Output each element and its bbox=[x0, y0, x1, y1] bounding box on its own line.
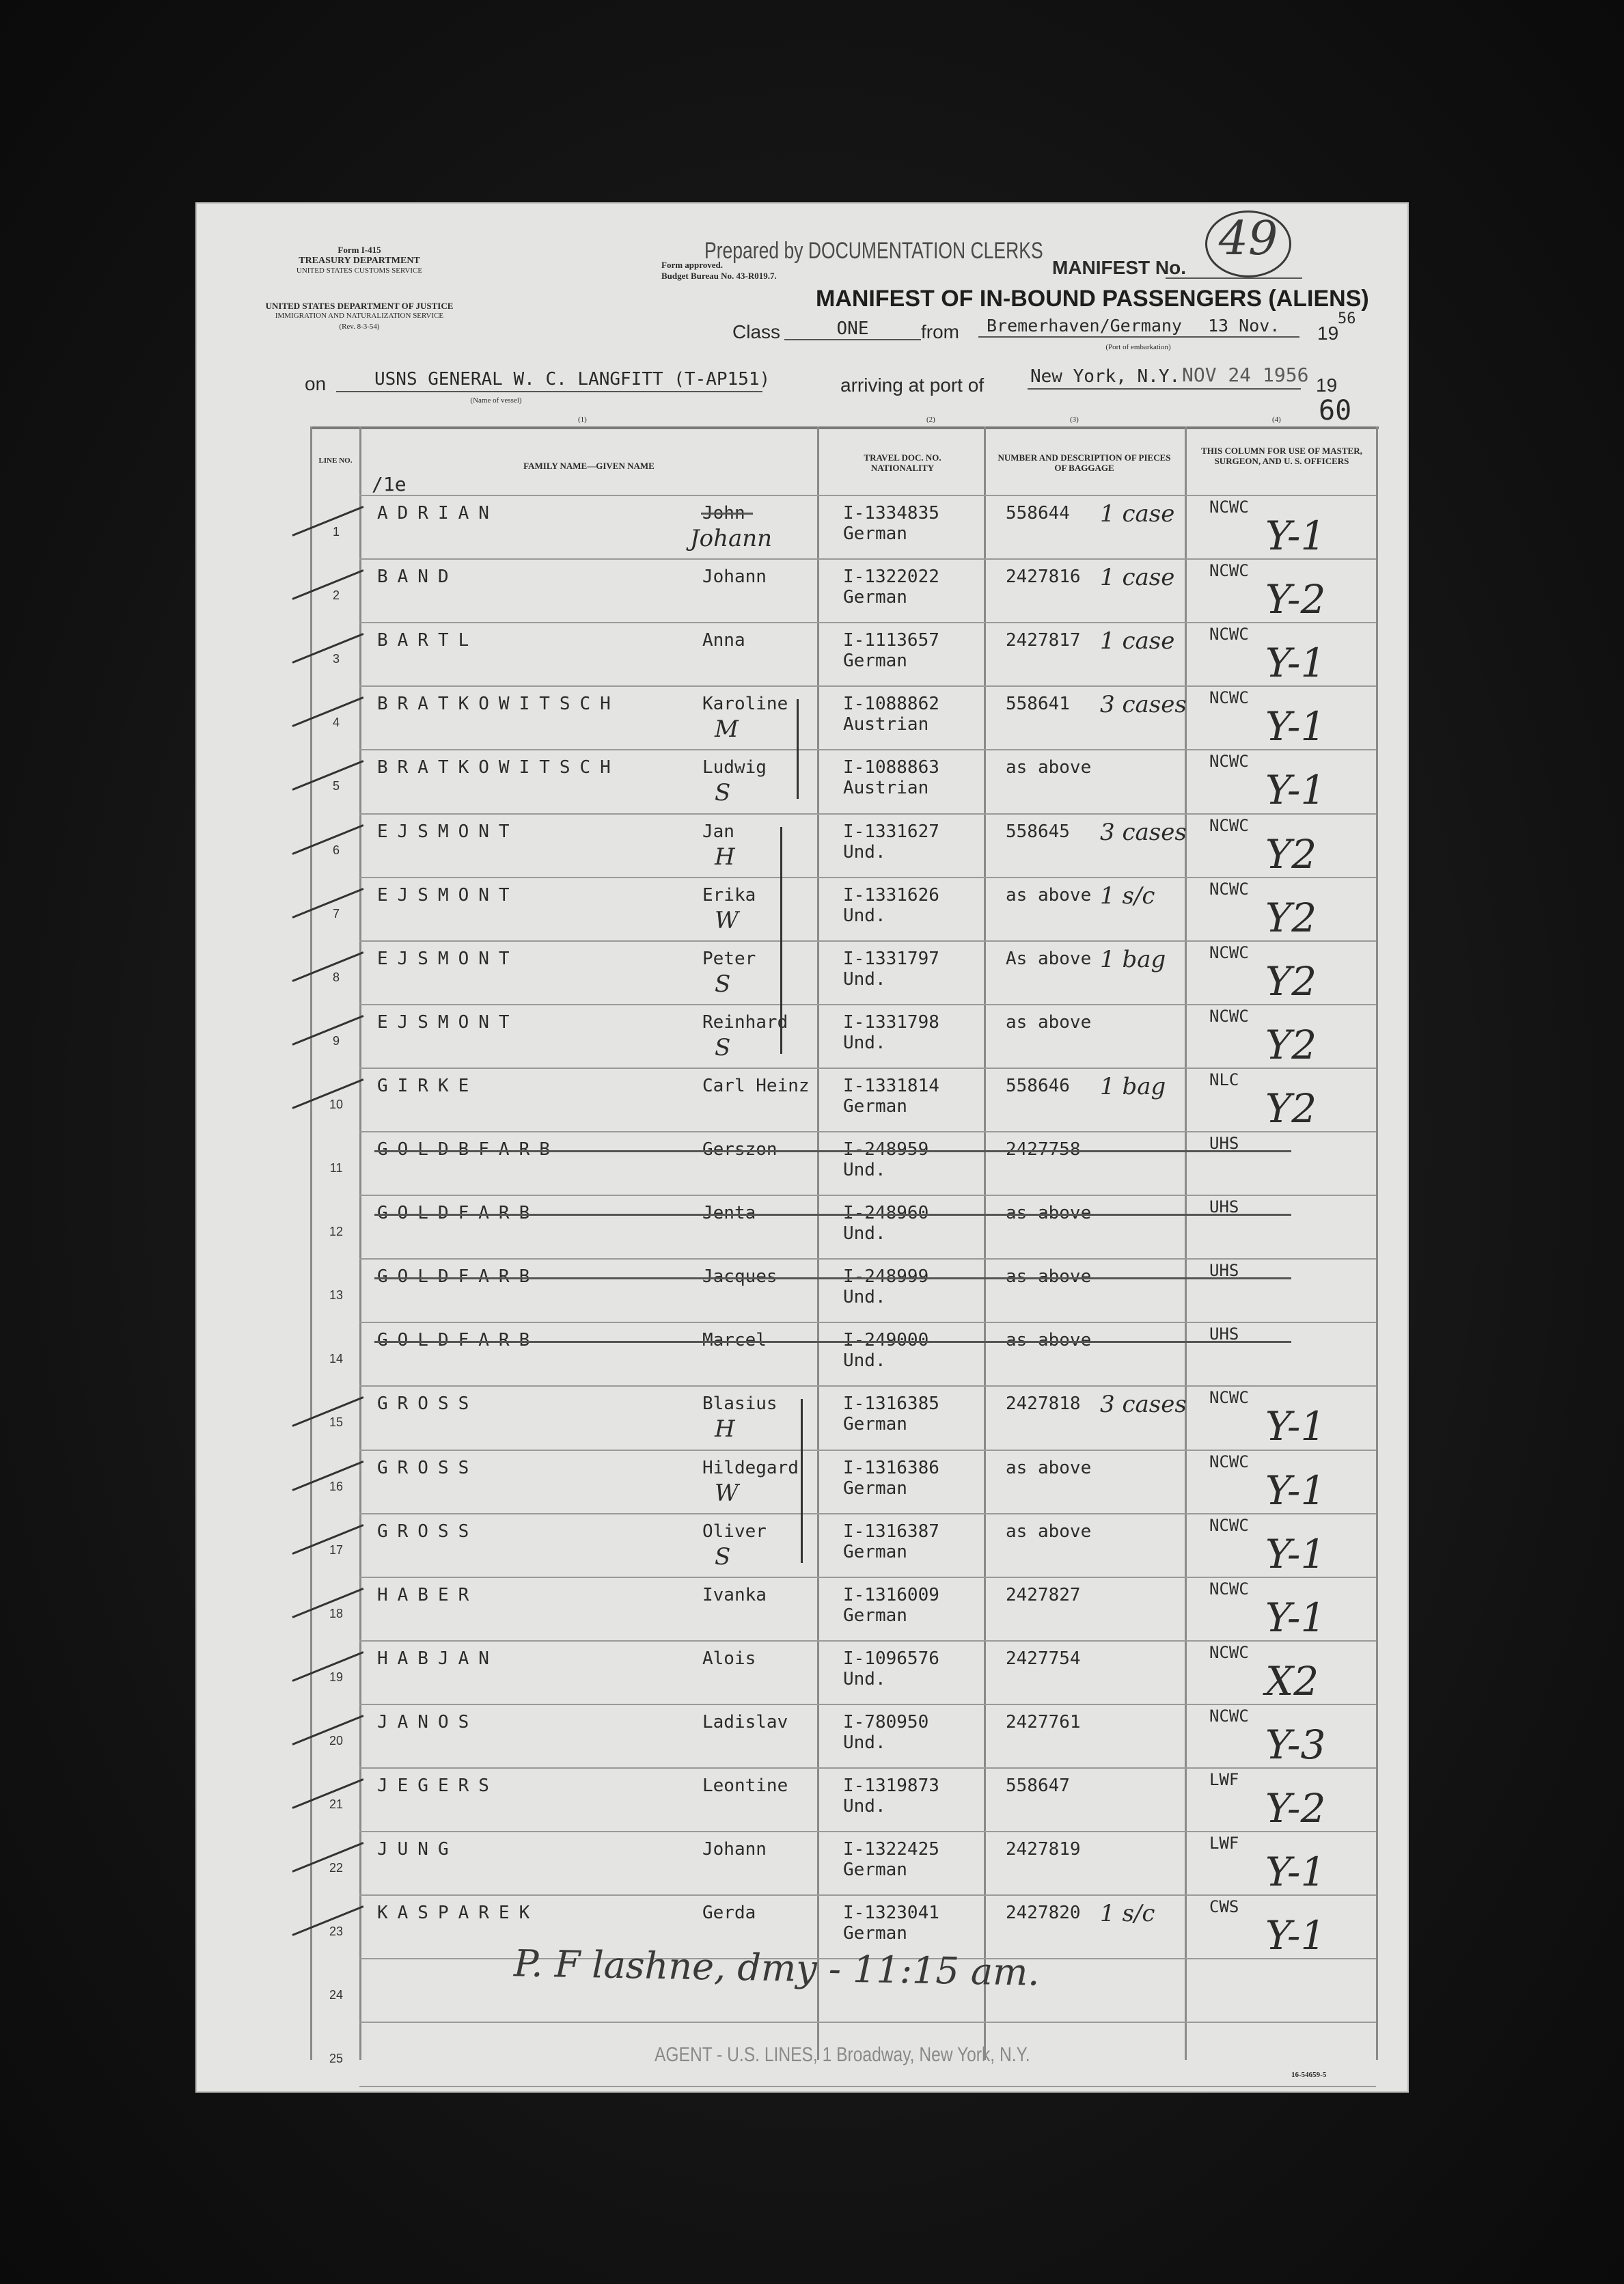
given-name-handwritten: S bbox=[715, 1033, 731, 1061]
row-line-number: 18 bbox=[329, 1606, 344, 1620]
family-name: GIRKE bbox=[377, 1075, 479, 1096]
sponsor-agency: NCWC bbox=[1209, 815, 1249, 835]
travel-doc-no: I-1113657 bbox=[843, 630, 939, 651]
row-strike-line bbox=[374, 1341, 1291, 1343]
nationality: Und. bbox=[843, 1668, 886, 1689]
given-name-handwritten: S bbox=[715, 1542, 731, 1571]
nationality: Und. bbox=[843, 1732, 886, 1753]
family-name: GROSS bbox=[377, 1521, 479, 1542]
nationality: German bbox=[843, 1605, 907, 1626]
travel-doc-no: I-1331798 bbox=[843, 1011, 939, 1033]
row-divider bbox=[359, 2022, 1376, 2023]
officer-mark: Y-1 bbox=[1265, 1530, 1326, 1577]
baggage-number: 558644 bbox=[1006, 503, 1070, 524]
baggage-number: as above bbox=[1006, 1521, 1092, 1542]
given-name: Jacques bbox=[702, 1266, 777, 1288]
embarkation-port: Bremerhaven/Germany bbox=[987, 316, 1182, 336]
family-bracket bbox=[780, 827, 782, 1054]
baggage-number: 2427827 bbox=[1006, 1584, 1081, 1605]
travel-doc-no: I-1331626 bbox=[843, 884, 939, 906]
nationality: Und. bbox=[843, 1032, 886, 1053]
row-divider bbox=[359, 1131, 1376, 1132]
family-name: EJSMONT bbox=[377, 1011, 519, 1033]
row-divider bbox=[359, 1577, 1376, 1578]
given-name: Jan bbox=[702, 821, 734, 842]
baggage-number: as above bbox=[1006, 1011, 1092, 1033]
manifest-page bbox=[195, 202, 1409, 2093]
justice-dept: UNITED STATES DEPARTMENT OF JUSTICE bbox=[265, 301, 454, 311]
given-name: Erika bbox=[702, 884, 756, 906]
family-name: JEGERS bbox=[377, 1776, 499, 1796]
baggage-number: as above bbox=[1006, 1203, 1092, 1224]
officer-mark: Y-1 bbox=[1265, 703, 1326, 750]
given-name: Ladislav bbox=[702, 1711, 788, 1732]
officer-mark: Y-2 bbox=[1265, 576, 1326, 623]
row-divider bbox=[359, 940, 1376, 942]
given-name: Ivanka bbox=[702, 1584, 767, 1605]
row-divider bbox=[359, 1385, 1376, 1387]
row-divider bbox=[359, 622, 1376, 623]
travel-doc-no: I-1316009 bbox=[843, 1584, 939, 1605]
row-line-number: 23 bbox=[329, 1925, 344, 1939]
sponsor-agency: NCWC bbox=[1209, 688, 1249, 708]
treasury-dept: TREASURY DEPARTMENT bbox=[299, 256, 420, 266]
col-num-3: (3) bbox=[1070, 416, 1079, 424]
family-bracket bbox=[801, 1399, 803, 1562]
travel-doc-no: I-1334835 bbox=[843, 503, 939, 524]
baggage-number: 2427819 bbox=[1006, 1839, 1081, 1860]
sponsor-agency: LWF bbox=[1209, 1834, 1239, 1853]
officer-mark: Y2 bbox=[1265, 957, 1317, 1005]
officer-mark: Y2 bbox=[1265, 1085, 1317, 1132]
family-name: HABER bbox=[377, 1584, 479, 1605]
row-divider bbox=[359, 1195, 1376, 1196]
arrival-line bbox=[1028, 388, 1301, 390]
given-name: Ludwig bbox=[702, 757, 767, 778]
officer-mark: Y2 bbox=[1265, 1021, 1317, 1068]
given-name: John bbox=[702, 503, 745, 524]
row-divider bbox=[359, 685, 1376, 687]
nationality: Und. bbox=[843, 841, 886, 862]
row-divider bbox=[359, 1258, 1376, 1260]
row-line-number: 6 bbox=[332, 843, 340, 857]
sponsor-agency: UHS bbox=[1209, 1324, 1239, 1344]
row-line-number: 20 bbox=[329, 1733, 344, 1748]
officer-mark: Y2 bbox=[1265, 830, 1317, 878]
travel-doc-no: I-1322022 bbox=[843, 567, 939, 588]
sponsor-agency: NCWC bbox=[1209, 625, 1249, 644]
given-name: Marcel bbox=[702, 1330, 767, 1351]
sponsor-agency: CWS bbox=[1209, 1897, 1239, 1917]
officer-mark: Y-1 bbox=[1265, 1594, 1326, 1641]
sponsor-agency: NCWC bbox=[1209, 1388, 1249, 1408]
baggage-handwritten: 3 cases bbox=[1100, 691, 1187, 719]
travel-doc-no: I-248999 bbox=[843, 1266, 929, 1288]
travel-doc-no: I-1323041 bbox=[843, 1903, 939, 1924]
baggage-number: as above bbox=[1006, 884, 1092, 906]
sponsor-agency: NCWC bbox=[1209, 498, 1249, 517]
family-name: BRATKOWITSCH bbox=[377, 757, 620, 778]
port-embarkation-note: (Port of embarkation) bbox=[1105, 343, 1171, 351]
nationality: Und. bbox=[843, 1287, 886, 1308]
nationality: Und. bbox=[843, 1350, 886, 1372]
family-name: EJSMONT bbox=[377, 821, 519, 842]
sponsor-agency: NLC bbox=[1209, 1070, 1239, 1089]
travel-doc-no: I-1322425 bbox=[843, 1839, 939, 1860]
row-divider bbox=[359, 813, 1376, 815]
row-divider bbox=[359, 749, 1376, 750]
manifest-no-label: MANIFEST No. bbox=[1052, 257, 1186, 278]
from-line bbox=[978, 336, 1299, 338]
given-name-handwritten: M bbox=[715, 716, 739, 744]
given-name-handwritten: Johann bbox=[690, 525, 773, 552]
given-name: Reinhard bbox=[702, 1011, 788, 1033]
officer-mark: Y-1 bbox=[1265, 1912, 1326, 1959]
doc-col-rule bbox=[984, 426, 986, 2060]
officer-signature: P. F lashne, dmy - 11:15 am. bbox=[513, 1942, 1041, 1994]
given-name: Jenta bbox=[702, 1203, 756, 1224]
arrival-date-stamp: NOV 24 1956 bbox=[1182, 364, 1309, 386]
row-line-number: 4 bbox=[332, 716, 340, 730]
row-strike-line bbox=[374, 1214, 1291, 1216]
family-name: GOLDFARB bbox=[377, 1203, 540, 1224]
travel-doc-no: I-248959 bbox=[843, 1139, 929, 1160]
row-line-number: 22 bbox=[329, 1861, 344, 1875]
header-line-no: LINE NO. bbox=[318, 457, 353, 465]
travel-doc-no: I-1331814 bbox=[843, 1075, 939, 1096]
sponsor-agency: UHS bbox=[1209, 1134, 1239, 1153]
arrival-port: New York, N.Y. bbox=[1030, 366, 1181, 387]
manifest-title: MANIFEST OF IN-BOUND PASSENGERS (ALIENS) bbox=[816, 286, 1369, 312]
from-label: from bbox=[921, 321, 959, 342]
line-col-rule bbox=[359, 426, 361, 2060]
given-name: Gerszon bbox=[702, 1139, 777, 1160]
table-left-rule bbox=[310, 426, 312, 2060]
family-name: BARTL bbox=[377, 630, 479, 651]
nationality: German bbox=[843, 524, 907, 544]
nationality: German bbox=[843, 1860, 907, 1881]
manifest-no-value: 49 bbox=[1218, 212, 1278, 266]
baggage-number: 2427817 bbox=[1006, 630, 1081, 651]
baggage-number: as above bbox=[1006, 1457, 1092, 1478]
travel-doc-no: I-249000 bbox=[843, 1330, 929, 1351]
given-name: Leontine bbox=[702, 1776, 788, 1796]
family-name: KASPAREK bbox=[377, 1903, 540, 1924]
row-divider bbox=[359, 2086, 1376, 2087]
row-line-number: 21 bbox=[329, 1797, 344, 1811]
documentation-stamp: Prepared by DOCUMENTATION CLERKS bbox=[704, 238, 1043, 264]
given-name: Oliver bbox=[702, 1521, 767, 1542]
nationality: Austrian bbox=[843, 714, 929, 735]
family-name: GOLDFARB bbox=[377, 1266, 540, 1288]
row-divider bbox=[359, 877, 1376, 878]
row-line-number: 2 bbox=[332, 588, 340, 603]
class-value: ONE bbox=[836, 318, 869, 339]
baggage-number: 2427820 bbox=[1006, 1903, 1081, 1924]
family-name: BRATKOWITSCH bbox=[377, 694, 620, 715]
row-strike-line bbox=[374, 1277, 1291, 1279]
family-name: GOLDBFARB bbox=[377, 1139, 560, 1160]
sponsor-agency: NCWC bbox=[1209, 1642, 1249, 1662]
travel-doc-no: I-1331797 bbox=[843, 948, 939, 969]
row-divider bbox=[359, 1894, 1376, 1896]
row-line-number: 19 bbox=[329, 1670, 344, 1684]
row-line-number: 9 bbox=[332, 1033, 340, 1048]
row-divider bbox=[359, 1513, 1376, 1514]
year-suffix: 56 bbox=[1338, 310, 1356, 327]
given-name: Johann bbox=[702, 1839, 767, 1860]
given-name: Carl Heinz bbox=[702, 1075, 810, 1096]
nationality: Und. bbox=[843, 1796, 886, 1817]
nationality: German bbox=[843, 1923, 907, 1944]
travel-doc-no: I-248960 bbox=[843, 1203, 929, 1224]
agent-stamp: AGENT - U.S. LINES, 1 Broadway, New York, N.Y. bbox=[655, 2043, 1030, 2066]
sponsor-agency: NCWC bbox=[1209, 1006, 1249, 1026]
given-name: Johann bbox=[702, 567, 767, 588]
name-col-rule bbox=[817, 426, 819, 2060]
form-number: Form I-415 bbox=[338, 245, 381, 255]
arriving-label: arriving at port of bbox=[840, 375, 985, 396]
row-divider bbox=[359, 1322, 1376, 1323]
officer-mark: Y-1 bbox=[1265, 513, 1326, 559]
family-name: ADRIAN bbox=[377, 503, 499, 524]
officer-mark: Y2 bbox=[1265, 894, 1317, 941]
travel-doc-no: I-1316387 bbox=[843, 1521, 939, 1542]
given-name: Peter bbox=[702, 948, 756, 969]
baggage-handwritten: 1 s/c bbox=[1100, 882, 1155, 910]
officer-mark: Y-1 bbox=[1265, 1467, 1326, 1514]
ins-service: IMMIGRATION AND NATURALIZATION SERVICE bbox=[275, 312, 444, 320]
sponsor-agency: NCWC bbox=[1209, 1579, 1249, 1599]
nationality: German bbox=[843, 1096, 907, 1117]
row-line-number: 8 bbox=[332, 970, 340, 984]
nationality: Und. bbox=[843, 905, 886, 926]
family-name: GROSS bbox=[377, 1457, 479, 1478]
family-name: GOLDFARB bbox=[377, 1330, 540, 1351]
col-num-2: (2) bbox=[926, 416, 935, 424]
officer-mark: Y-1 bbox=[1265, 1403, 1326, 1450]
officer-mark: Y-2 bbox=[1265, 1785, 1326, 1832]
baggage-number: as above bbox=[1006, 1330, 1092, 1351]
baggage-handwritten: 1 bag bbox=[1100, 945, 1166, 973]
on-label: on bbox=[305, 373, 327, 394]
given-name: Alois bbox=[702, 1648, 756, 1669]
nationality: German bbox=[843, 1478, 907, 1499]
baggage-number: 2427754 bbox=[1006, 1648, 1081, 1669]
budget-bureau: Budget Bureau No. 43-R019.7. bbox=[661, 271, 777, 281]
given-name: Karoline bbox=[702, 694, 788, 715]
baggage-number: 558647 bbox=[1006, 1776, 1070, 1796]
customs-service: UNITED STATES CUSTOMS SERVICE bbox=[296, 267, 423, 275]
given-name-handwritten: W bbox=[715, 1479, 739, 1507]
sponsor-agency: NCWC bbox=[1209, 752, 1249, 772]
sponsor-agency: NCWC bbox=[1209, 879, 1249, 899]
given-name: Hildegard bbox=[702, 1457, 799, 1478]
baggage-handwritten: 1 case bbox=[1100, 564, 1175, 592]
given-name: Blasius bbox=[702, 1393, 777, 1415]
given-name-handwritten: W bbox=[715, 906, 739, 934]
row-line-number: 10 bbox=[329, 1097, 344, 1111]
row-divider bbox=[359, 1640, 1376, 1642]
row-divider bbox=[359, 1068, 1376, 1069]
baggage-number: 2427816 bbox=[1006, 567, 1081, 588]
family-bracket bbox=[797, 699, 799, 799]
row-divider bbox=[359, 1767, 1376, 1769]
family-name: EJSMONT bbox=[377, 884, 519, 906]
nationality: German bbox=[843, 1414, 907, 1435]
given-name: Gerda bbox=[702, 1903, 756, 1924]
given-name-strike bbox=[701, 513, 753, 515]
row-divider bbox=[359, 1704, 1376, 1705]
sponsor-agency: NCWC bbox=[1209, 561, 1249, 581]
year-prefix: 19 bbox=[1317, 323, 1339, 344]
sponsor-agency: NCWC bbox=[1209, 1706, 1249, 1726]
nationality: Austrian bbox=[843, 778, 929, 799]
baggage-number: 558641 bbox=[1006, 694, 1070, 715]
officer-mark: X2 bbox=[1265, 1657, 1319, 1704]
family-name: JUNG bbox=[377, 1839, 458, 1860]
row-strike-line bbox=[374, 1150, 1291, 1152]
baggage-handwritten: 3 cases bbox=[1100, 818, 1187, 846]
col-num-1: (1) bbox=[578, 416, 587, 424]
sponsor-agency: LWF bbox=[1209, 1770, 1239, 1789]
travel-doc-no: I-1096576 bbox=[843, 1648, 939, 1669]
vessel-name: USNS GENERAL W. C. LANGFITT (T-AP151) bbox=[374, 369, 771, 390]
family-name: GROSS bbox=[377, 1393, 479, 1415]
travel-doc-no: I-1316386 bbox=[843, 1457, 939, 1478]
travel-doc-no: I-1331627 bbox=[843, 821, 939, 842]
nationality: Und. bbox=[843, 1160, 886, 1180]
officer-mark: Y-1 bbox=[1265, 640, 1326, 687]
given-name-handwritten: H bbox=[715, 1415, 735, 1443]
class-line bbox=[784, 339, 921, 340]
table-top-rule bbox=[310, 426, 1379, 429]
manifest-no-line bbox=[1166, 277, 1302, 279]
row-line-number: 7 bbox=[332, 906, 340, 921]
row-line-number: 11 bbox=[329, 1161, 343, 1175]
print-code: 16-54659-5 bbox=[1291, 2071, 1327, 2079]
revision-date: (Rev. 8-3-54) bbox=[339, 323, 380, 331]
baggage-number: 2427818 bbox=[1006, 1393, 1081, 1415]
family-name: EJSMONT bbox=[377, 948, 519, 969]
baggage-number: 558645 bbox=[1006, 821, 1070, 842]
row-line-number: 15 bbox=[329, 1415, 344, 1430]
baggage-handwritten: 1 s/c bbox=[1100, 1900, 1155, 1928]
row-line-number: 13 bbox=[329, 1288, 344, 1303]
given-name: Anna bbox=[702, 630, 745, 651]
given-name-handwritten: H bbox=[715, 843, 735, 871]
baggage-number: 2427761 bbox=[1006, 1711, 1081, 1732]
row-line-number: 16 bbox=[329, 1479, 344, 1493]
header-travel-doc: TRAVEL DOC. NO. NATIONALITY bbox=[864, 452, 941, 473]
sponsor-agency: NCWC bbox=[1209, 1515, 1249, 1535]
col-num-4: (4) bbox=[1272, 416, 1281, 424]
row-line-number: 14 bbox=[329, 1352, 344, 1366]
class-label: Class bbox=[732, 321, 781, 342]
nationality: German bbox=[843, 587, 907, 608]
family-name: JANOS bbox=[377, 1711, 479, 1732]
arrival-year-prefix: 19 bbox=[1316, 375, 1338, 396]
nationality: German bbox=[843, 651, 907, 672]
given-name-handwritten: S bbox=[715, 970, 731, 998]
nationality: Und. bbox=[843, 968, 886, 990]
officer-mark: Y-1 bbox=[1265, 767, 1326, 814]
first-class-mark: /1e bbox=[372, 473, 407, 495]
row-line-number: 5 bbox=[332, 779, 340, 793]
baggage-handwritten: 1 bag bbox=[1100, 1072, 1166, 1100]
row-line-number: 24 bbox=[329, 1988, 344, 2002]
sponsor-agency: NCWC bbox=[1209, 1452, 1249, 1471]
officer-mark: Y-3 bbox=[1265, 1721, 1326, 1768]
row-line-number: 25 bbox=[329, 2052, 344, 2066]
row-line-number: 12 bbox=[329, 1225, 344, 1239]
row-divider bbox=[359, 1004, 1376, 1005]
nationality: Und. bbox=[843, 1223, 886, 1245]
row-line-number: 3 bbox=[332, 652, 340, 666]
row-divider bbox=[359, 1450, 1376, 1451]
bag-col-rule bbox=[1185, 426, 1187, 2060]
baggage-number: as above bbox=[1006, 757, 1092, 778]
form-approved: Form approved. bbox=[661, 260, 724, 270]
baggage-handwritten: 1 case bbox=[1100, 627, 1175, 655]
travel-doc-no: I-1088862 bbox=[843, 694, 939, 715]
sponsor-agency: UHS bbox=[1209, 1197, 1239, 1217]
vessel-line bbox=[336, 391, 762, 392]
header-baggage: NUMBER AND DESCRIPTION OF PIECES OF BAGGAGE bbox=[997, 452, 1171, 473]
given-name-handwritten: S bbox=[715, 779, 731, 807]
baggage-number: as above bbox=[1006, 1266, 1092, 1288]
row-line-number: 17 bbox=[329, 1542, 344, 1557]
embarkation-date: 13 Nov. bbox=[1208, 316, 1280, 336]
row-divider bbox=[359, 558, 1376, 560]
header-officers: THIS COLUMN FOR USE OF MASTER, SURGEON, AND U. S. OFFICERS bbox=[1201, 446, 1362, 466]
sponsor-agency: UHS bbox=[1209, 1261, 1239, 1281]
row-divider bbox=[359, 1831, 1376, 1832]
arrival-year: 60 bbox=[1319, 395, 1352, 426]
baggage-number: 558646 bbox=[1006, 1075, 1070, 1096]
baggage-handwritten: 3 cases bbox=[1100, 1391, 1187, 1419]
sponsor-agency: NCWC bbox=[1209, 942, 1249, 962]
family-name: HABJAN bbox=[377, 1648, 499, 1669]
travel-doc-no: I-1088863 bbox=[843, 757, 939, 778]
nationality: German bbox=[843, 1541, 907, 1562]
family-name: BAND bbox=[377, 567, 458, 588]
header-bottom-rule bbox=[359, 495, 1376, 496]
header-name: FAMILY NAME—GIVEN NAME bbox=[523, 461, 655, 471]
officer-mark: Y-1 bbox=[1265, 1849, 1326, 1896]
baggage-handwritten: 1 case bbox=[1100, 500, 1175, 528]
table-right-rule bbox=[1376, 426, 1378, 2060]
travel-doc-no: I-1319873 bbox=[843, 1776, 939, 1796]
vessel-note: (Name of vessel) bbox=[470, 396, 522, 405]
baggage-number: 2427758 bbox=[1006, 1139, 1081, 1160]
travel-doc-no: I-1316385 bbox=[843, 1393, 939, 1415]
baggage-number: As above bbox=[1006, 948, 1092, 969]
row-line-number: 1 bbox=[332, 525, 340, 539]
travel-doc-no: I-780950 bbox=[843, 1711, 929, 1732]
